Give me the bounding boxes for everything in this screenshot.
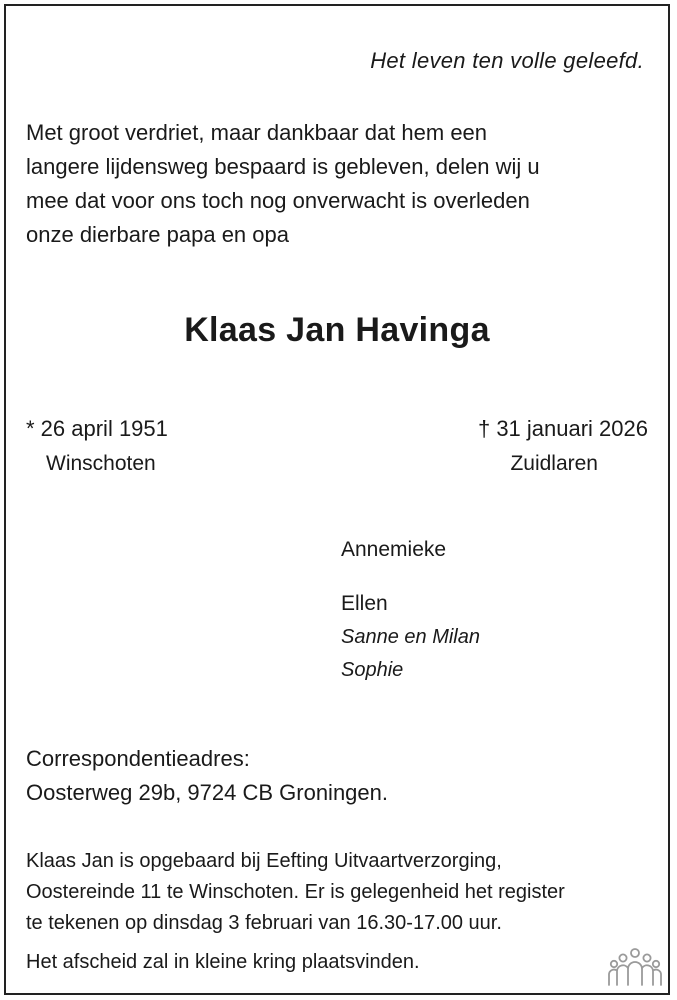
obituary-card [4,4,670,995]
death-place: Zuidlaren [510,452,598,475]
deceased-name: Klaas Jan Havinga [184,311,490,349]
viewing-line: te tekenen op dinsdag 3 februari van 16.30-17.00 uur. [26,912,502,934]
correspondence-address: Oosterweg 29b, 9724 CB Groningen. [26,780,389,805]
intro-line: langere lijdensweg bespaard is gebleven, delen wij u [26,154,540,179]
intro-line: onze dierbare papa en opa [26,222,289,247]
intro-line: Met groot verdriet, maar dankbaar dat hem een [26,120,488,145]
viewing-line: Oostereinde 11 te Winschoten. Er is gelegenheid het register [26,881,565,903]
intro-text [26,116,646,252]
intro-line: mee dat voor ons toch nog onverwacht is overleden [26,188,530,213]
grandchildren: Sophie [341,659,404,681]
people-group-icon [608,947,662,987]
viewing-line: Klaas Jan is opgebaard bij Eefting Uitvaartverzorging, [26,850,502,872]
family-member: Ellen [341,592,388,615]
correspondence-label: Correspondentieadres: [26,746,250,771]
death-date: † 31 januari 2026 [477,416,648,441]
birth-place: Winschoten [46,452,156,475]
family-member: Annemieke [341,538,447,561]
viewing-text [26,846,565,939]
farewell-text: Het afscheid zal in kleine kring plaatsvinden. [26,951,420,973]
grandchildren: Sanne en Milan [341,626,480,648]
birth-date: * 26 april 1951 [26,416,168,441]
motto: Het leven ten volle geleefd. [370,48,644,73]
